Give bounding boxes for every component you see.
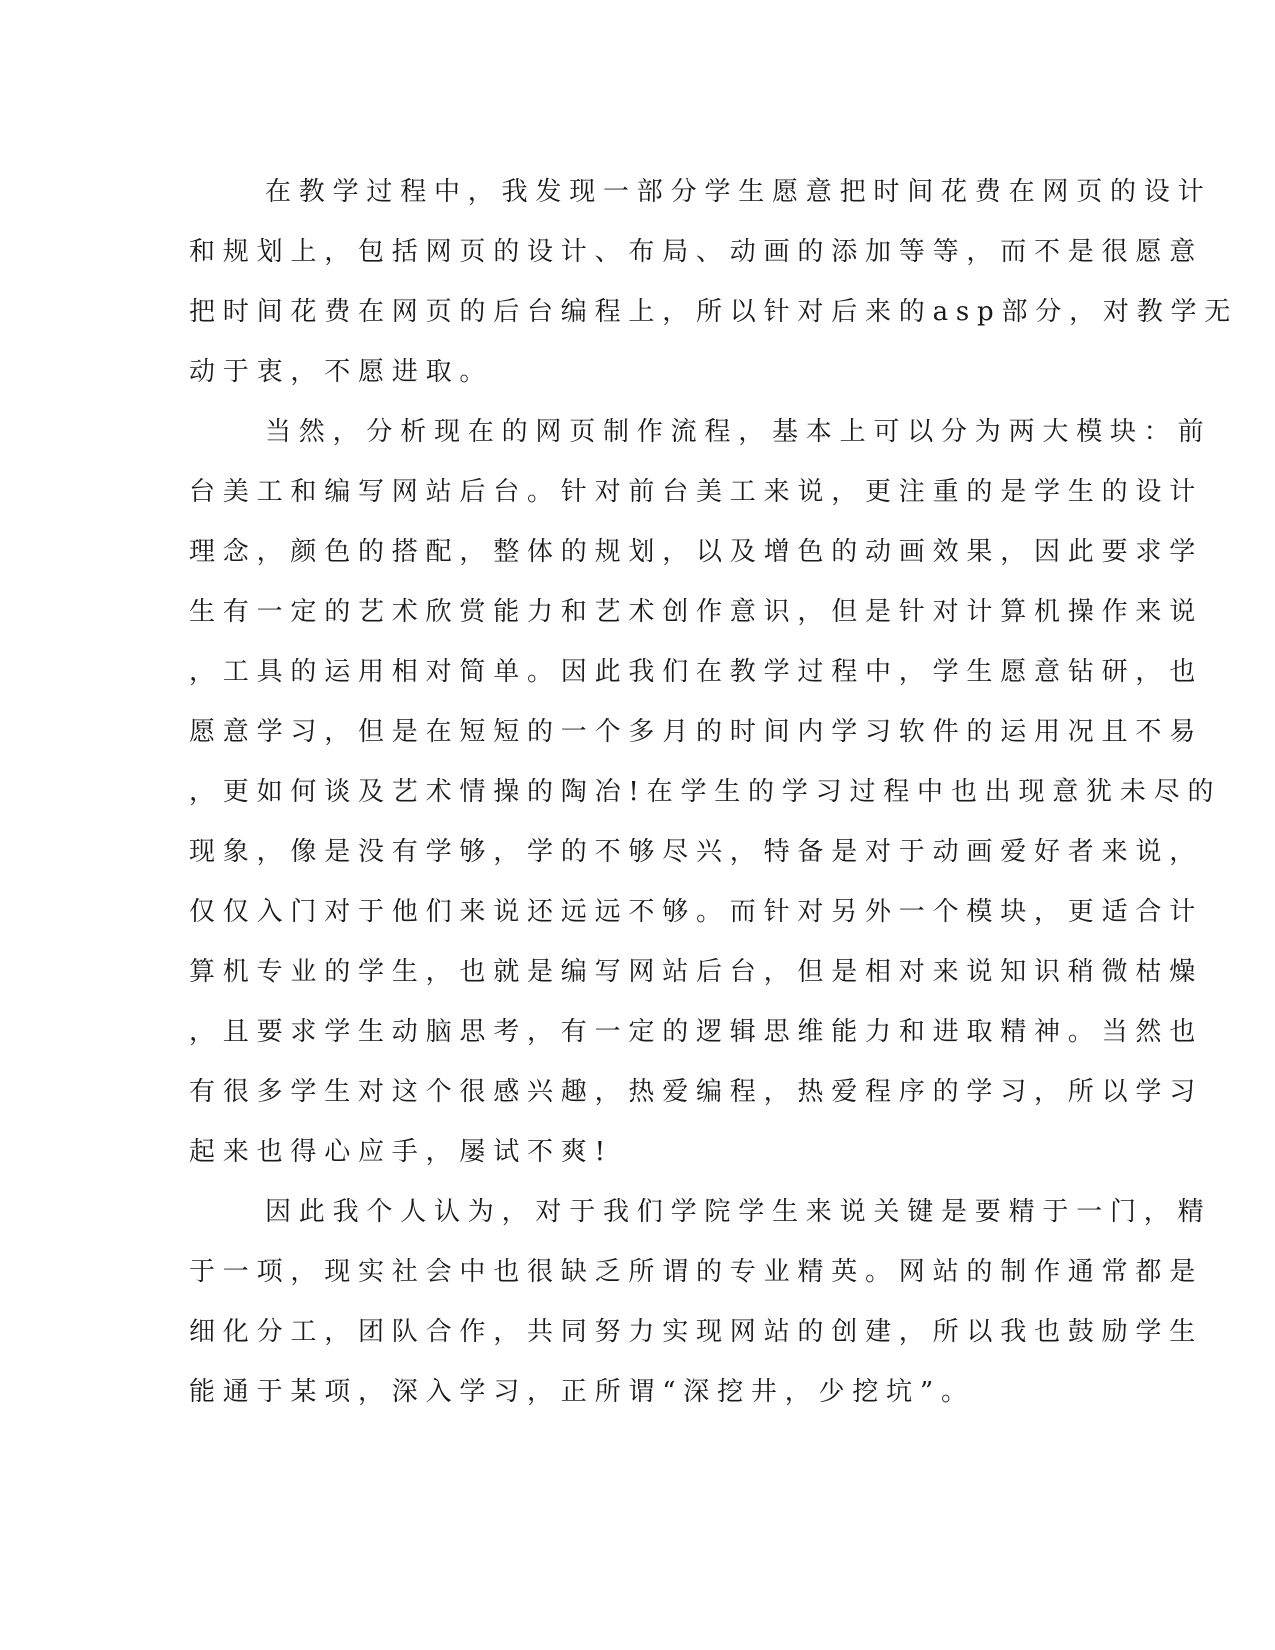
paragraph-3 bbox=[189, 1182, 1212, 1422]
paragraph-2 bbox=[189, 402, 1222, 1182]
text-line: ，且要求学生动脑思考，有一定的逻辑思维能力和进取精神。当然也 bbox=[189, 1017, 1204, 1047]
paragraph-1 bbox=[189, 162, 1239, 402]
text-line: 生有一定的艺术欣赏能力和艺术创作意识，但是针对计算机操作来说 bbox=[189, 597, 1204, 627]
text-line: ，工具的运用相对简单。因此我们在教学过程中，学生愿意钻研，也 bbox=[189, 657, 1204, 687]
text-line: 有很多学生对这个很感兴趣，热爱编程，热爱程序的学习，所以学习 bbox=[189, 1077, 1204, 1107]
text-line: 理念，颜色的搭配，整体的规划，以及增色的动画效果，因此要求学 bbox=[189, 537, 1204, 567]
text-line: 把时间花费在网页的后台编程上，所以针对后来的asp部分，对教学无 bbox=[189, 297, 1239, 327]
text-line: 于一项，现实社会中也很缺乏所谓的专业精英。网站的制作通常都是 bbox=[189, 1257, 1204, 1287]
body-text bbox=[189, 162, 1239, 1422]
text-line: 因此我个人认为，对于我们学院学生来说关键是要精于一门，精 bbox=[265, 1197, 1212, 1227]
text-line: 当然，分析现在的网页制作流程，基本上可以分为两大模块：前 bbox=[265, 417, 1212, 447]
text-line: 愿意学习，但是在短短的一个多月的时间内学习软件的运用况且不易 bbox=[189, 717, 1204, 747]
text-line: 在教学过程中，我发现一部分学生愿意把时间花费在网页的设计 bbox=[265, 177, 1212, 207]
text-line: 和规划上，包括网页的设计、布局、动画的添加等等，而不是很愿意 bbox=[189, 237, 1204, 267]
text-line: 算机专业的学生，也就是编写网站后台，但是相对来说知识稍微枯燥 bbox=[189, 957, 1204, 987]
text-line: 能通于某项，深入学习，正所谓“深挖井，少挖坑”。 bbox=[189, 1377, 975, 1407]
text-line: 起来也得心应手，屡试不爽! bbox=[189, 1137, 613, 1167]
text-line: 现象，像是没有学够，学的不够尽兴，特备是对于动画爱好者来说， bbox=[189, 837, 1204, 867]
text-line: 仅仅入门对于他们来说还远远不够。而针对另外一个模块，更适合计 bbox=[189, 897, 1204, 927]
text-line: ，更如何谈及艺术情操的陶冶!在学生的学习过程中也出现意犹未尽的 bbox=[189, 777, 1222, 807]
text-line: 细化分工，团队合作，共同努力实现网站的创建，所以我也鼓励学生 bbox=[189, 1317, 1204, 1347]
text-line: 动于衷，不愿进取。 bbox=[189, 357, 494, 387]
text-line: 台美工和编写网站后台。针对前台美工来说，更注重的是学生的设计 bbox=[189, 477, 1204, 507]
